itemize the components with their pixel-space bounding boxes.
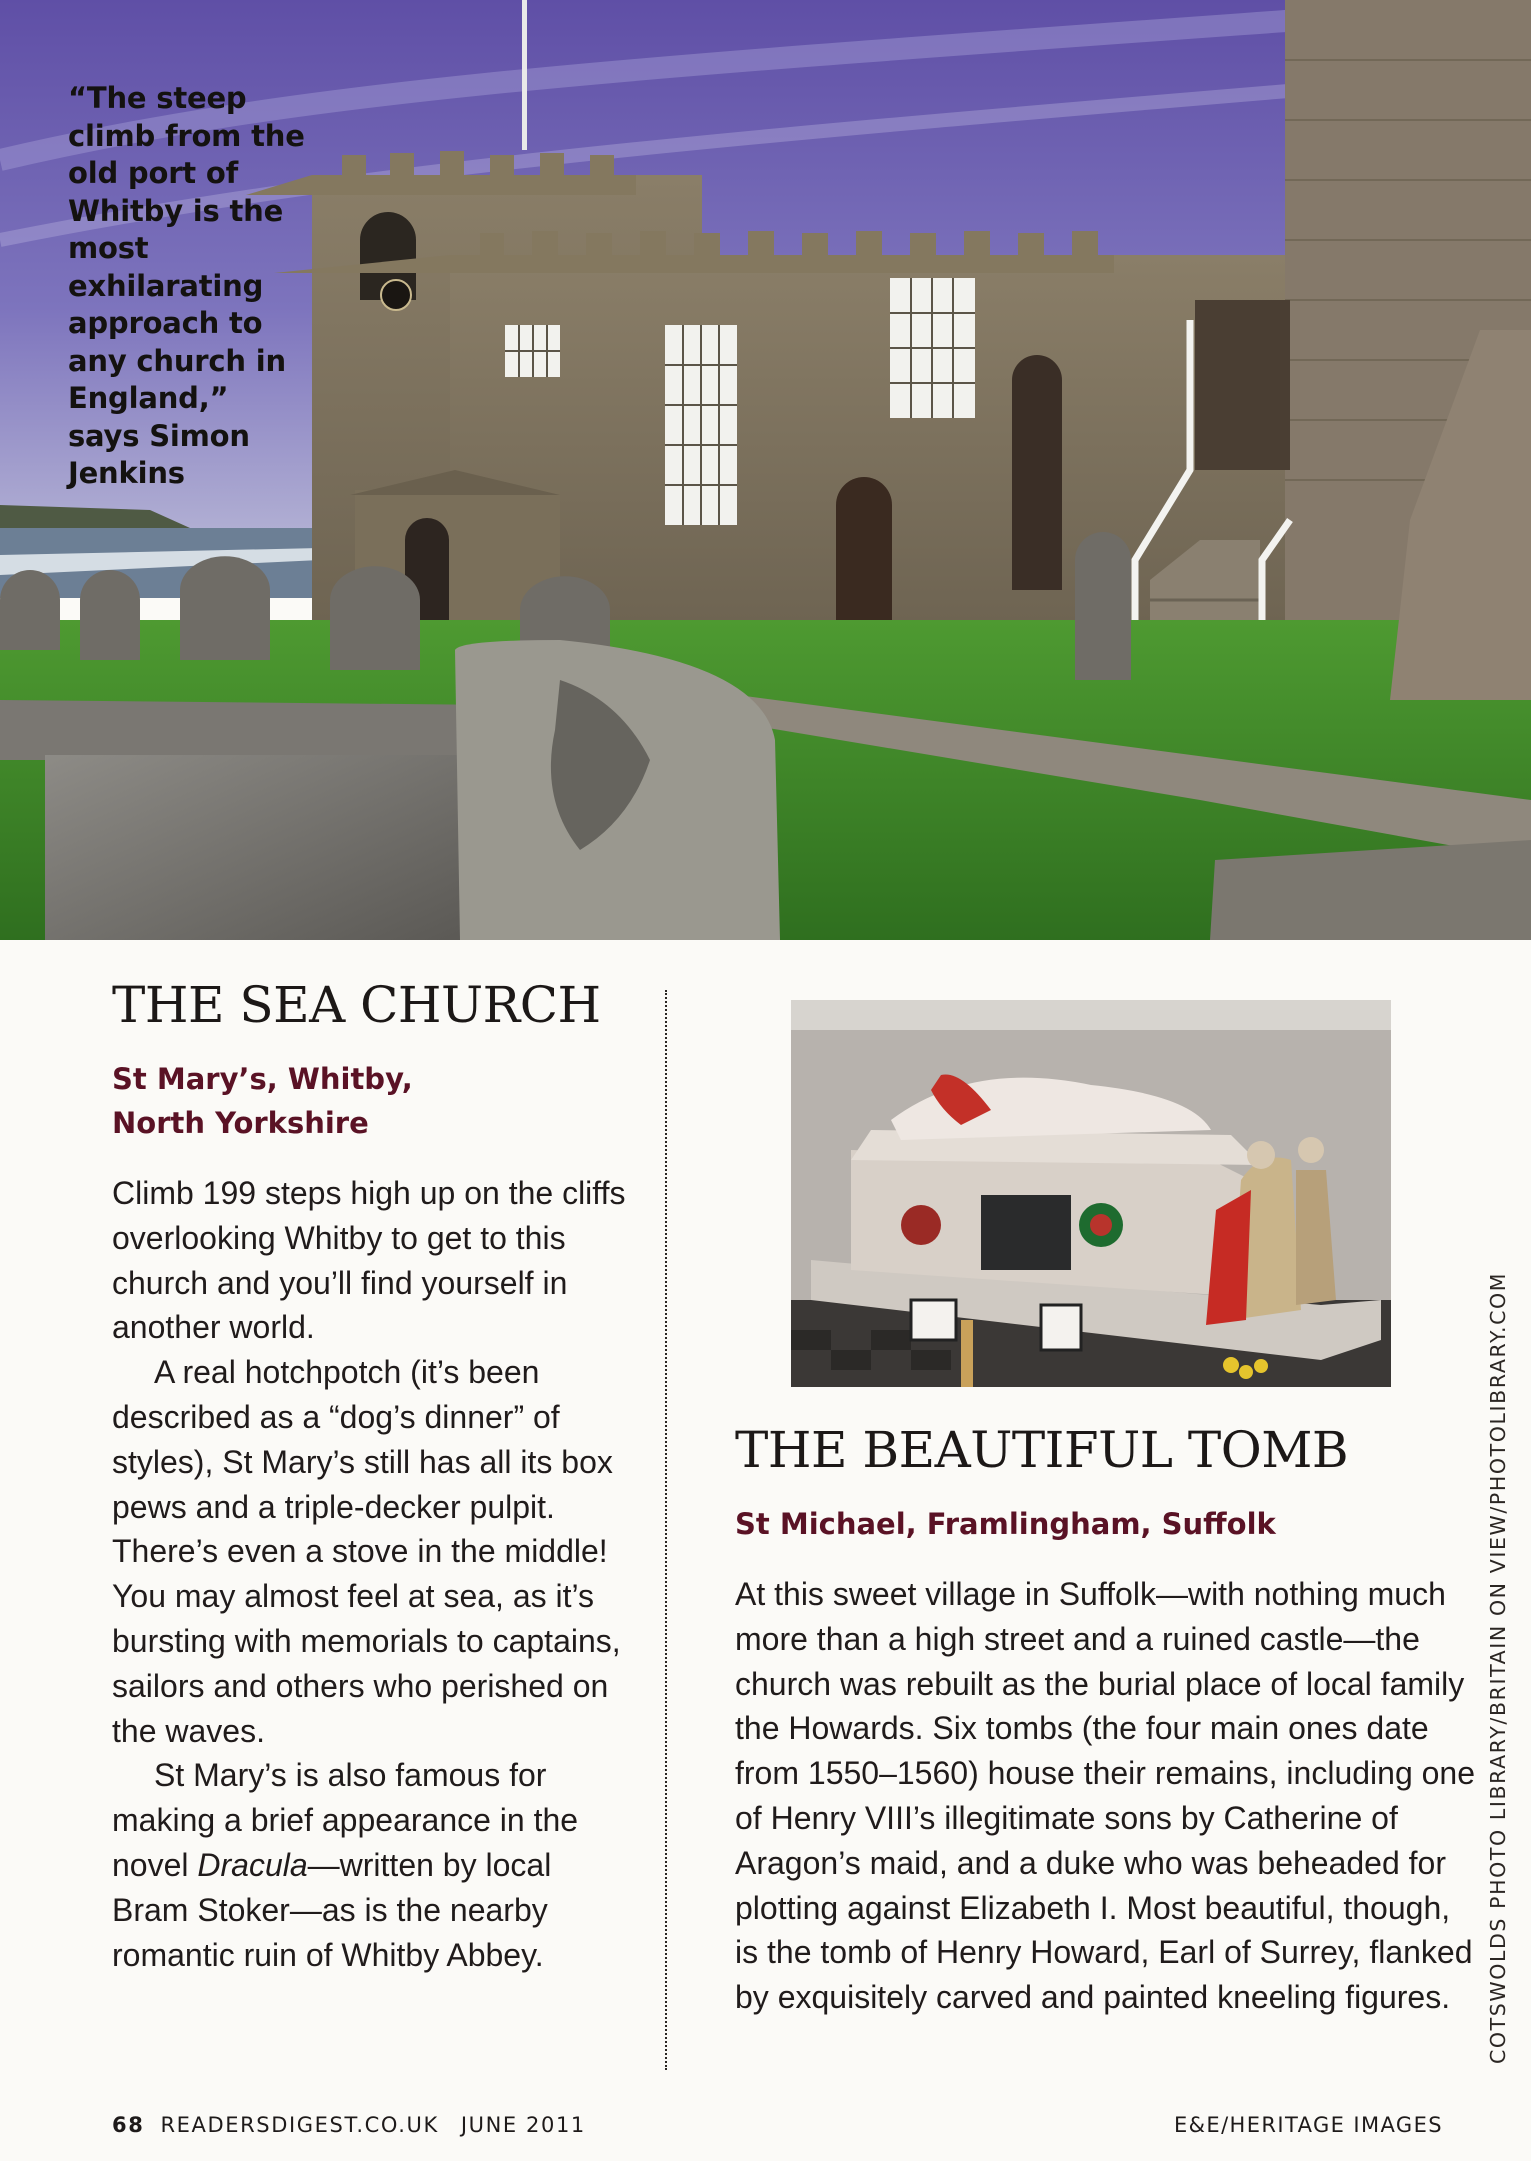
- sea-church-subhead-line1: St Mary’s, Whitby,: [112, 1062, 413, 1096]
- beautiful-tomb-headline: THE BEAUTIFUL TOMB: [735, 1421, 1349, 1479]
- sea-church-paragraph-3: [112, 1753, 632, 1977]
- tomb-photo-credit: E&E/HERITAGE IMAGES: [1173, 2113, 1443, 2137]
- beautiful-tomb-paragraph-1: At this sweet village in Suffolk—with nothing much more than a high street and a ruined castle—the church was rebuilt as the burial place of local family the Howards. Six tombs (the four main ones date from 1550–1560) house their remains, including one of Henry VIII’s illegitimate sons by Catherine of Aragon’s maid, and a duke who was beheaded for plotting against Elizabeth I. Most beautiful, though, is the tomb of Henry Howard, Earl of Surrey, flanked by exquisitely carved and painted kneeling figures.: [735, 1576, 1476, 2016]
- sea-church-paragraph-2: A real hotchpotch (it’s been described as a “dog’s dinner” of styles), St Mary’s still has all its box pews and a triple-decker pulpit. There’s even a stove in the middle! You may almost feel at sea, as it’s bursting with memorials to captains, sailors and others who perished on the waves.: [112, 1354, 621, 1749]
- photo-credit-vertical: [1484, 1130, 1514, 2070]
- tomb-photo: [791, 1000, 1391, 1387]
- beautiful-tomb-subhead: St Michael, Framlingham, Suffolk: [735, 1507, 1276, 1541]
- novel-title: Dracula: [197, 1846, 308, 1883]
- sea-church-subhead-line2: North Yorkshire: [112, 1106, 369, 1140]
- column-divider: [665, 990, 667, 2070]
- footer-site: READERSDIGEST.CO.UK: [160, 2113, 439, 2137]
- photo-pull-quote: “The steep climb from the old port of Whitby is the most exhilarating approach to any church in England,” says Simon Jenkins: [68, 81, 305, 490]
- sea-church-article: [112, 975, 632, 1977]
- page-footer: [112, 2113, 586, 2137]
- page-number: 68: [112, 2113, 145, 2137]
- paragraph-3-after: —written by local Bram Stoker—as is the nearby romantic ruin of Whitby Abbey.: [112, 1846, 552, 1973]
- beautiful-tomb-article: [735, 1420, 1475, 2020]
- footer-issue: JUNE 2011: [460, 2113, 586, 2137]
- tomb-illustration: [791, 1000, 1391, 1387]
- sea-church-paragraph-1: Climb 199 steps high up on the cliffs overlooking Whitby to get to this church and you’ll find yourself in another world.: [112, 1175, 626, 1346]
- photo-credit-text: COTSWOLDS PHOTO LIBRARY/BRITAIN ON VIEW/PHOTOLIBRARY.COM: [1486, 1271, 1510, 2064]
- paragraph-3-before: St Mary’s is also famous for making a brief appearance in the novel: [112, 1757, 579, 1883]
- sea-church-headline: THE SEA CHURCH: [112, 976, 601, 1034]
- church-photo: [0, 0, 1531, 940]
